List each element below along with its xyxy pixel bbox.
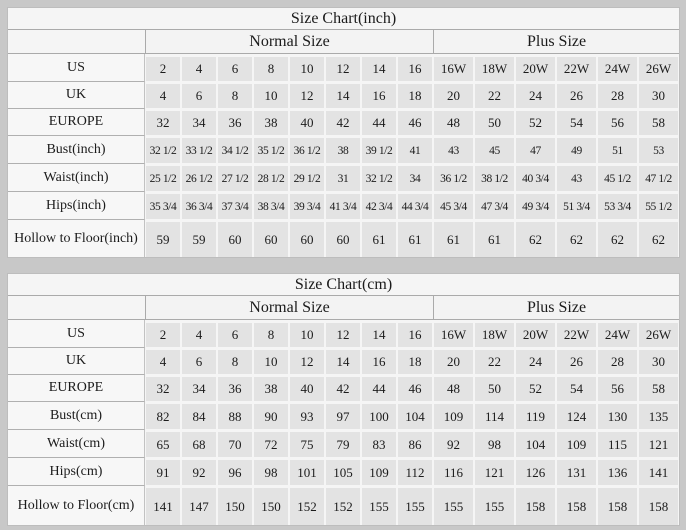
- size-value-cell: 98: [474, 429, 515, 457]
- table-row: [8, 347, 679, 374]
- size-value-cell: 16: [397, 320, 433, 347]
- size-value-cell: 25 1/2: [145, 163, 181, 191]
- table-title-row: [8, 8, 679, 30]
- size-value-cell: 34: [397, 163, 433, 191]
- table-row: [8, 401, 679, 429]
- size-value-cell: 45 1/2: [597, 163, 638, 191]
- size-value-cell: 43: [433, 135, 474, 163]
- size-value-cell: 30: [638, 81, 679, 108]
- size-value-cell: 121: [474, 457, 515, 485]
- table-row: [8, 485, 679, 525]
- table-title: Size Chart(inch): [8, 8, 679, 30]
- size-value-cell: 126: [515, 457, 556, 485]
- size-value-cell: 155: [397, 485, 433, 525]
- size-value-cell: 24W: [597, 54, 638, 81]
- size-value-cell: 41: [397, 135, 433, 163]
- size-value-cell: 24: [515, 81, 556, 108]
- size-value-cell: 24: [515, 347, 556, 374]
- size-value-cell: 22W: [556, 54, 597, 81]
- size-value-cell: 18W: [474, 320, 515, 347]
- size-value-cell: 26 1/2: [181, 163, 217, 191]
- size-value-cell: 46: [397, 374, 433, 401]
- size-value-cell: 28 1/2: [253, 163, 289, 191]
- size-value-cell: 26W: [638, 54, 679, 81]
- size-value-cell: 22: [474, 347, 515, 374]
- table-title-row: [8, 274, 679, 296]
- table-row: [8, 54, 679, 81]
- size-value-cell: 6: [181, 347, 217, 374]
- size-value-cell: 150: [217, 485, 253, 525]
- size-value-cell: 29 1/2: [289, 163, 325, 191]
- size-value-cell: 10: [253, 347, 289, 374]
- size-value-cell: 101: [289, 457, 325, 485]
- size-value-cell: 16: [361, 81, 397, 108]
- size-rows: [8, 54, 679, 257]
- size-value-cell: 60: [217, 219, 253, 257]
- size-value-cell: 8: [253, 320, 289, 347]
- size-value-cell: 4: [145, 347, 181, 374]
- size-value-cell: 16W: [433, 320, 474, 347]
- size-value-cell: 18W: [474, 54, 515, 81]
- size-value-cell: 46: [397, 108, 433, 135]
- size-value-cell: 62: [515, 219, 556, 257]
- size-value-cell: 40: [289, 108, 325, 135]
- size-value-cell: 10: [289, 320, 325, 347]
- size-value-cell: 61: [474, 219, 515, 257]
- size-value-cell: 16: [361, 347, 397, 374]
- row-label: US: [8, 320, 145, 347]
- row-label: UK: [8, 81, 145, 108]
- size-value-cell: 38: [253, 374, 289, 401]
- size-value-cell: 82: [145, 401, 181, 429]
- size-value-cell: 52: [515, 374, 556, 401]
- size-value-cell: 20: [433, 81, 474, 108]
- size-value-cell: 75: [289, 429, 325, 457]
- size-value-cell: 59: [145, 219, 181, 257]
- size-chart-inch-section: [7, 7, 678, 258]
- size-value-cell: 18: [397, 347, 433, 374]
- size-value-cell: 54: [556, 374, 597, 401]
- size-value-cell: 40 3/4: [515, 163, 556, 191]
- size-value-cell: 8: [217, 81, 253, 108]
- size-value-cell: 124: [556, 401, 597, 429]
- size-value-cell: 20W: [515, 320, 556, 347]
- size-value-cell: 135: [638, 401, 679, 429]
- size-value-cell: 58: [638, 374, 679, 401]
- size-value-cell: 52: [515, 108, 556, 135]
- size-value-cell: 10: [253, 81, 289, 108]
- size-value-cell: 56: [597, 108, 638, 135]
- size-value-cell: 34: [181, 374, 217, 401]
- size-value-cell: 141: [638, 457, 679, 485]
- group-normal-size: Normal Size: [145, 30, 433, 54]
- size-value-cell: 155: [433, 485, 474, 525]
- size-value-cell: 141: [145, 485, 181, 525]
- size-value-cell: 16W: [433, 54, 474, 81]
- row-label: US: [8, 54, 145, 81]
- size-value-cell: 155: [474, 485, 515, 525]
- size-value-cell: 42 3/4: [361, 191, 397, 219]
- size-value-cell: 60: [325, 219, 361, 257]
- size-value-cell: 158: [638, 485, 679, 525]
- row-label: Hollow to Floor(inch): [8, 219, 145, 257]
- size-value-cell: 39 3/4: [289, 191, 325, 219]
- size-value-cell: 98: [253, 457, 289, 485]
- size-value-cell: 14: [325, 81, 361, 108]
- size-value-cell: 8: [253, 54, 289, 81]
- size-value-cell: 84: [181, 401, 217, 429]
- size-value-cell: 54: [556, 108, 597, 135]
- size-value-cell: 36 1/2: [433, 163, 474, 191]
- size-value-cell: 155: [361, 485, 397, 525]
- size-value-cell: 90: [253, 401, 289, 429]
- size-value-cell: 50: [474, 374, 515, 401]
- size-value-cell: 48: [433, 374, 474, 401]
- size-value-cell: 150: [253, 485, 289, 525]
- row-label: Bust(inch): [8, 135, 145, 163]
- size-value-cell: 136: [597, 457, 638, 485]
- size-value-cell: 14: [361, 54, 397, 81]
- table-row: [8, 191, 679, 219]
- size-value-cell: 32 1/2: [361, 163, 397, 191]
- size-value-cell: 60: [253, 219, 289, 257]
- size-value-cell: 44: [361, 108, 397, 135]
- size-value-cell: 43: [556, 163, 597, 191]
- size-value-cell: 116: [433, 457, 474, 485]
- size-value-cell: 61: [361, 219, 397, 257]
- table-row: [8, 429, 679, 457]
- row-label: Bust(cm): [8, 401, 145, 429]
- size-value-cell: 6: [217, 54, 253, 81]
- size-value-cell: 59: [181, 219, 217, 257]
- size-value-cell: 119: [515, 401, 556, 429]
- group-plus-size: Plus Size: [433, 30, 679, 54]
- size-value-cell: 51 3/4: [556, 191, 597, 219]
- size-value-cell: 51: [597, 135, 638, 163]
- table-row: [8, 374, 679, 401]
- size-value-cell: 121: [638, 429, 679, 457]
- size-value-cell: 62: [597, 219, 638, 257]
- size-value-cell: 35 1/2: [253, 135, 289, 163]
- size-chart-cm-section: [7, 273, 678, 526]
- row-label: Hips(cm): [8, 457, 145, 485]
- size-value-cell: 83: [361, 429, 397, 457]
- size-value-cell: 104: [397, 401, 433, 429]
- row-label: Waist(cm): [8, 429, 145, 457]
- size-value-cell: 38 3/4: [253, 191, 289, 219]
- size-value-cell: 147: [181, 485, 217, 525]
- size-value-cell: 39 1/2: [361, 135, 397, 163]
- size-value-cell: 114: [474, 401, 515, 429]
- size-value-cell: 61: [397, 219, 433, 257]
- size-value-cell: 44 3/4: [397, 191, 433, 219]
- size-value-cell: 32 1/2: [145, 135, 181, 163]
- size-chart-inch-table: [7, 7, 680, 258]
- size-value-cell: 79: [325, 429, 361, 457]
- size-value-cell: 109: [556, 429, 597, 457]
- size-value-cell: 10: [289, 54, 325, 81]
- size-value-cell: 44: [361, 374, 397, 401]
- size-value-cell: 100: [361, 401, 397, 429]
- size-value-cell: 42: [325, 108, 361, 135]
- size-value-cell: 24W: [597, 320, 638, 347]
- size-value-cell: 26: [556, 347, 597, 374]
- size-value-cell: 6: [217, 320, 253, 347]
- size-value-cell: 92: [433, 429, 474, 457]
- size-value-cell: 12: [325, 320, 361, 347]
- size-value-cell: 34: [181, 108, 217, 135]
- group-header-row: [8, 30, 679, 54]
- size-value-cell: 16: [397, 54, 433, 81]
- size-value-cell: 50: [474, 108, 515, 135]
- row-label: Hollow to Floor(cm): [8, 485, 145, 525]
- size-value-cell: 53: [638, 135, 679, 163]
- size-value-cell: 28: [597, 347, 638, 374]
- size-value-cell: 26W: [638, 320, 679, 347]
- row-label: UK: [8, 347, 145, 374]
- size-value-cell: 36 3/4: [181, 191, 217, 219]
- size-value-cell: 42: [325, 374, 361, 401]
- size-value-cell: 14: [361, 320, 397, 347]
- size-value-cell: 37 3/4: [217, 191, 253, 219]
- size-value-cell: 20W: [515, 54, 556, 81]
- size-value-cell: 36 1/2: [289, 135, 325, 163]
- size-value-cell: 68: [181, 429, 217, 457]
- size-value-cell: 86: [397, 429, 433, 457]
- size-value-cell: 70: [217, 429, 253, 457]
- table-row: [8, 135, 679, 163]
- size-value-cell: 104: [515, 429, 556, 457]
- size-value-cell: 32: [145, 374, 181, 401]
- row-label: EUROPE: [8, 374, 145, 401]
- size-value-cell: 38: [253, 108, 289, 135]
- size-value-cell: 152: [325, 485, 361, 525]
- size-value-cell: 12: [289, 81, 325, 108]
- table-row: [8, 163, 679, 191]
- size-value-cell: 8: [217, 347, 253, 374]
- size-value-cell: 130: [597, 401, 638, 429]
- size-value-cell: 38 1/2: [474, 163, 515, 191]
- size-value-cell: 4: [145, 81, 181, 108]
- size-value-cell: 22W: [556, 320, 597, 347]
- size-value-cell: 152: [289, 485, 325, 525]
- group-header-row: [8, 296, 679, 320]
- size-value-cell: 18: [397, 81, 433, 108]
- size-value-cell: 36: [217, 108, 253, 135]
- size-value-cell: 47: [515, 135, 556, 163]
- size-value-cell: 49: [556, 135, 597, 163]
- group-plus-size: Plus Size: [433, 296, 679, 320]
- size-value-cell: 49 3/4: [515, 191, 556, 219]
- size-value-cell: 109: [361, 457, 397, 485]
- size-value-cell: 72: [253, 429, 289, 457]
- size-value-cell: 2: [145, 320, 181, 347]
- size-value-cell: 33 1/2: [181, 135, 217, 163]
- size-value-cell: 20: [433, 347, 474, 374]
- corner-cell: [8, 30, 145, 54]
- size-value-cell: 12: [325, 54, 361, 81]
- size-value-cell: 45: [474, 135, 515, 163]
- size-value-cell: 45 3/4: [433, 191, 474, 219]
- size-value-cell: 62: [638, 219, 679, 257]
- size-value-cell: 65: [145, 429, 181, 457]
- size-value-cell: 158: [515, 485, 556, 525]
- corner-cell: [8, 296, 145, 320]
- size-value-cell: 58: [638, 108, 679, 135]
- table-row: [8, 457, 679, 485]
- size-rows: [8, 320, 679, 525]
- size-value-cell: 41 3/4: [325, 191, 361, 219]
- size-value-cell: 53 3/4: [597, 191, 638, 219]
- size-value-cell: 131: [556, 457, 597, 485]
- size-value-cell: 14: [325, 347, 361, 374]
- size-value-cell: 34 1/2: [217, 135, 253, 163]
- row-label: EUROPE: [8, 108, 145, 135]
- size-value-cell: 48: [433, 108, 474, 135]
- size-value-cell: 47 1/2: [638, 163, 679, 191]
- size-value-cell: 91: [145, 457, 181, 485]
- size-value-cell: 6: [181, 81, 217, 108]
- size-value-cell: 62: [556, 219, 597, 257]
- size-value-cell: 27 1/2: [217, 163, 253, 191]
- row-label: Waist(inch): [8, 163, 145, 191]
- size-value-cell: 30: [638, 347, 679, 374]
- table-row: [8, 108, 679, 135]
- size-value-cell: 12: [289, 347, 325, 374]
- size-value-cell: 158: [597, 485, 638, 525]
- size-value-cell: 56: [597, 374, 638, 401]
- size-chart-cm-table: [7, 273, 680, 526]
- size-value-cell: 28: [597, 81, 638, 108]
- table-row: [8, 219, 679, 257]
- size-value-cell: 55 1/2: [638, 191, 679, 219]
- size-value-cell: 93: [289, 401, 325, 429]
- size-value-cell: 115: [597, 429, 638, 457]
- row-label: Hips(inch): [8, 191, 145, 219]
- size-value-cell: 47 3/4: [474, 191, 515, 219]
- size-value-cell: 112: [397, 457, 433, 485]
- group-normal-size: Normal Size: [145, 296, 433, 320]
- size-value-cell: 40: [289, 374, 325, 401]
- size-value-cell: 88: [217, 401, 253, 429]
- size-value-cell: 97: [325, 401, 361, 429]
- table-title: Size Chart(cm): [8, 274, 679, 296]
- size-value-cell: 61: [433, 219, 474, 257]
- size-value-cell: 26: [556, 81, 597, 108]
- size-value-cell: 32: [145, 108, 181, 135]
- size-value-cell: 36: [217, 374, 253, 401]
- size-value-cell: 4: [181, 320, 217, 347]
- size-value-cell: 38: [325, 135, 361, 163]
- size-value-cell: 35 3/4: [145, 191, 181, 219]
- size-value-cell: 2: [145, 54, 181, 81]
- size-value-cell: 92: [181, 457, 217, 485]
- size-value-cell: 96: [217, 457, 253, 485]
- table-row: [8, 81, 679, 108]
- size-value-cell: 109: [433, 401, 474, 429]
- size-value-cell: 4: [181, 54, 217, 81]
- size-value-cell: 158: [556, 485, 597, 525]
- size-value-cell: 22: [474, 81, 515, 108]
- size-value-cell: 60: [289, 219, 325, 257]
- table-row: [8, 320, 679, 347]
- size-value-cell: 31: [325, 163, 361, 191]
- size-value-cell: 105: [325, 457, 361, 485]
